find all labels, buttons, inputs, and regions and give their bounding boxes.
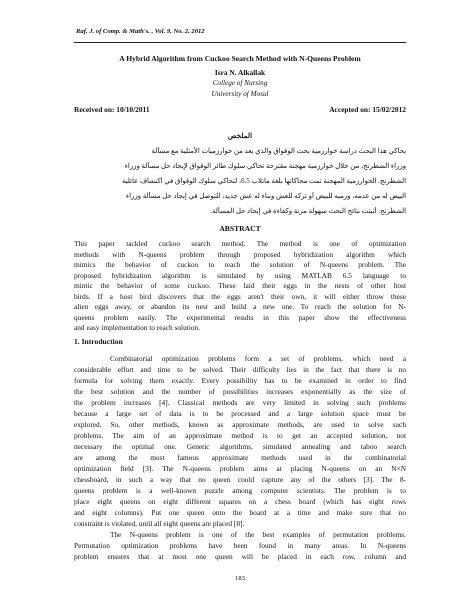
intro-line: Combinatorial optimization problems form a set of problems, which need a (110, 354, 406, 363)
intro-line: because a large set of data is to be processed and a large solution space must be (74, 409, 406, 418)
author-name: Isra N. Alkallak (214, 68, 266, 77)
arabic-abstract-line: وزراء الشطرنج، من خلال خوارزمية مهجنة مقترحة تحاكي سلوك طائر الوقواق لإيجاد حل مسألة وزراء (124, 163, 406, 170)
intro-line: necessary the optimal one. Genetic algorithms, simulated annealing and taboo search (74, 442, 406, 451)
abstract-line: methods with N-queens problem through proposed hybridization algorithm which (74, 249, 406, 259)
intro-line: and eight columns). Put one queen onto the board at a time and make sure that no (74, 508, 406, 517)
arabic-abstract-line: الشطرنج. الخوارزمية المهجنة تمت محاكاتها بلغة ماتلاب 6.5، لتحاكي سلوك الوقواق في اكتشاف عائلية (121, 178, 406, 185)
intro-line: queens problem is a well-known puzzle among computer scientists. The problem is to (74, 486, 406, 495)
abstract-line: mimics the behavior of cuckoo to reach the solution of N-queens problem. The (74, 260, 406, 269)
arabic-abstract-line: البيض له من عدمه، ورميه للبيض أو تركه للعش وبناء له عش جديد، للتوصل في إيجاد حل مسألة وزراء (125, 193, 406, 200)
abstract-line: birds. If a host bird discovers that the eggs aren't their own, it will either throw these (74, 291, 406, 301)
journal-header: Raf. J. of Comp. & Math's. , Vol. 9, No. 2, 2012 (76, 28, 205, 35)
abstract-heading: ABSTRACT (219, 224, 261, 233)
intro-line: the best solution and the number of possibilities increases exponentially as the size of (74, 387, 406, 396)
intro-line: the problem increases [4]. Classical methods are very limited in solving such problems (74, 398, 406, 407)
intro-line: considerable effort and time to be solved. Their difficulty lies in the fact that there is no (74, 365, 406, 374)
intro-line: Permutation optimization problems have been found in many areas. In N-queens (74, 541, 406, 550)
intro-line: are among the most famous approximate methods used in the combinatorial (74, 453, 406, 462)
accepted-date: Accepted on: 15/02/2012 (329, 105, 406, 114)
intro-line: The N-queens problem is one of the best examples of permutation problems. (110, 530, 406, 539)
page-number: 183 (235, 575, 245, 582)
arabic-abstract-line: يحاكي هذا البحث دراسة خوارزمية بحث الوقواق والذي يعد من خوارزميات الأمثلية مع مسألة (151, 148, 406, 155)
abstract-line: alien eggs away, or abandon its nest and build a new one. To reach the solution for N- (74, 302, 406, 311)
header-rule (74, 42, 406, 43)
arabic-abstract-line: الشطرنج. أثبتت نتائج البحث سهولة مرنة وكفاءة في إيجاد حل المسألة. (210, 208, 406, 215)
intro-line: formula for solving them exactly. Every possibility has to be examined in order to find (74, 376, 406, 385)
abstract-line: mimic the behavior of some cuckoo. These laid their eggs in the nests of other host (74, 281, 406, 290)
section-heading-introduction: 1. Introduction (74, 337, 123, 346)
intro-line: constraint is violated, until all eight queens are placed [8]. (74, 519, 245, 528)
intro-line: problem ensures that at most one queen will be placed in each row, column and (74, 552, 406, 561)
intro-line: problems. The aim of an approximate method is to get an accepted solution, not (74, 431, 406, 440)
abstract-line: and easy implementation to reach solution. (74, 323, 201, 332)
arabic-abstract-heading: الملخص (227, 132, 253, 140)
dates-row (74, 105, 406, 114)
abstract-line: queens problem easily. The experimental results in this paper show the effectiveness (74, 312, 406, 322)
affiliation-university: University of Mosul (211, 90, 269, 98)
intro-line: place eight queens on eight different squares on a chess board (which has eight rows (74, 497, 406, 506)
intro-line: chessboard, in such a way that no queen could capture any of the others [3]. The 8- (74, 475, 406, 484)
abstract-line: proposed hybridization algorithm is simulated by using MATLAB 6.5 language to (74, 270, 406, 280)
affiliation-college: College of Nursing (212, 79, 268, 87)
paper-title: A Hybrid Algorithm from Cuckoo Search Method with N-Queens Problem (119, 54, 361, 63)
intro-line: explored. So, other methods, known as approximate methods, are used to solve such (74, 420, 406, 429)
received-date: Received on: 10/10/2011 (74, 105, 150, 114)
intro-line: optimization field [3]. The N-queens problem aims at placing N-queens on an N×N (74, 464, 406, 473)
abstract-line: This paper tackled cuckoo search method. The method is one of optimization (74, 239, 406, 248)
